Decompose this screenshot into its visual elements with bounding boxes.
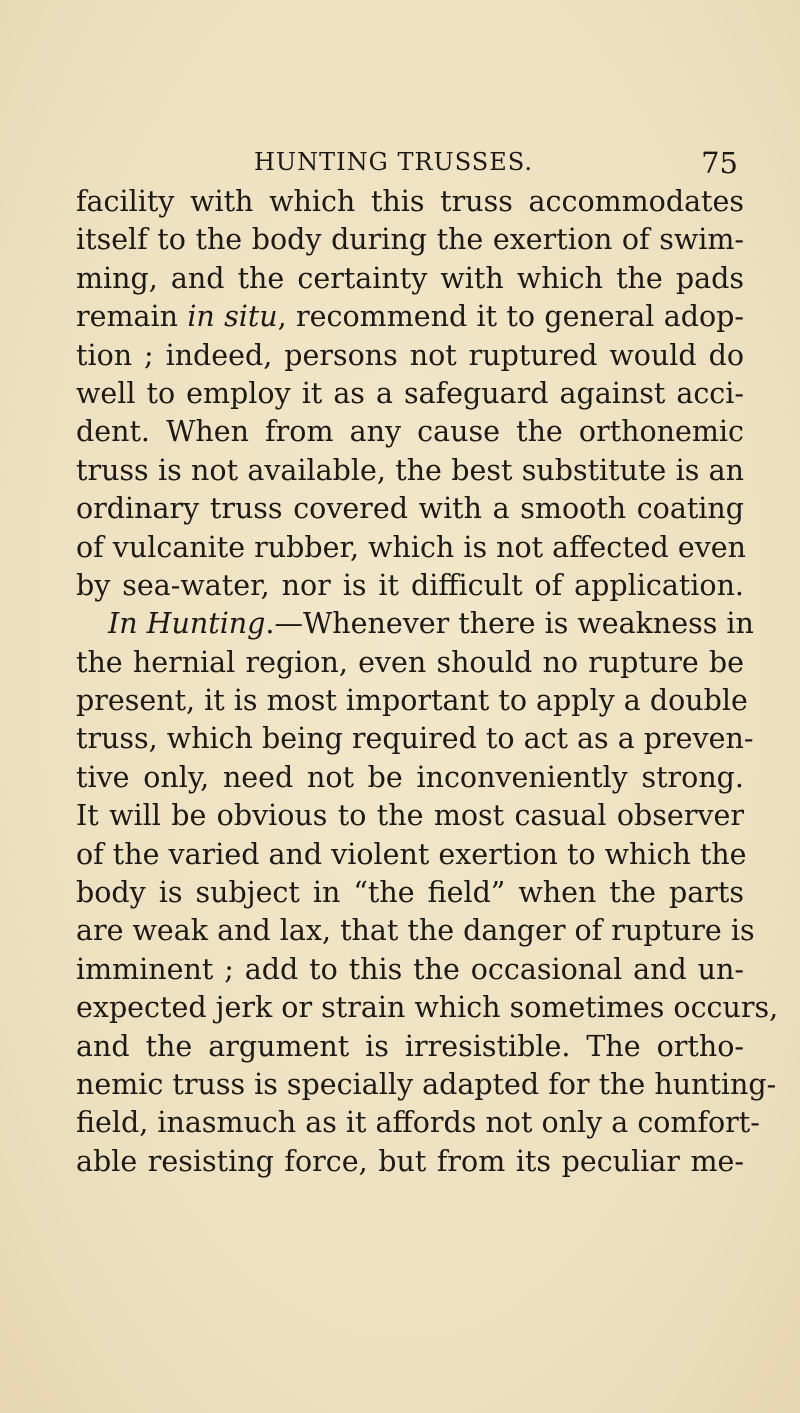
italic-phrase: in situ [187,300,278,334]
text-line: truss, which being required to act as a preven- [76,722,754,756]
text-line: ordinary truss covered with a smooth coating [76,492,744,526]
text-line: of the varied and violent exertion to which the [76,837,747,871]
text-line: present, it is most important to apply a double [76,684,748,718]
page-number: 75 [701,146,738,180]
text-line: by sea-water, nor is it difficult of application. [76,568,744,602]
text-line: facility with which this truss accommodates [76,185,744,218]
text-line: In Hunting.—Whenever there is weakness in [108,607,754,641]
text-line: itself to the body during the exertion of swim- [76,223,744,257]
running-head: HUNTING TRUSSES. [254,148,533,176]
text-line: tive only, need not be inconveniently strong. [76,760,744,794]
body-text [76,183,779,1181]
text-line: are weak and lax, that the danger of rupture is [76,914,755,948]
text-line: field, inasmuch as it affords not only a comfort- [76,1106,760,1140]
text-line: nemic truss is specially adapted for the hunting- [76,1067,777,1101]
text-line: truss is not available, the best substitute is an [76,453,744,487]
text-line: dent. When from any cause the orthonemic [76,415,744,449]
text-line: well to employ it as a safeguard against acci- [76,376,744,410]
text-line: body is subject in “the field” when the parts [76,876,744,910]
text-line: It will be obvious to the most casual observer [76,799,744,833]
text-line: tion ; indeed, persons not ruptured would do [76,338,744,372]
page-header [76,146,744,186]
text-line: and the argument is irresistible. The ortho- [76,1029,744,1063]
text-line: able resisting force, but from its peculiar me- [76,1144,744,1178]
text-line: imminent ; add to this the occasional and un- [76,952,744,986]
section-heading-italic: In Hunting [108,607,266,641]
text-line: remain in situ, recommend it to general adop- [76,300,744,334]
text-line: the hernial region, even should no rupture be [76,645,744,679]
text-line: ming, and the certainty with which the pads [76,261,744,295]
text-line: expected jerk or strain which sometimes occurs, [76,991,779,1025]
text-line: of vulcanite rubber, which is not affected even [76,530,747,564]
